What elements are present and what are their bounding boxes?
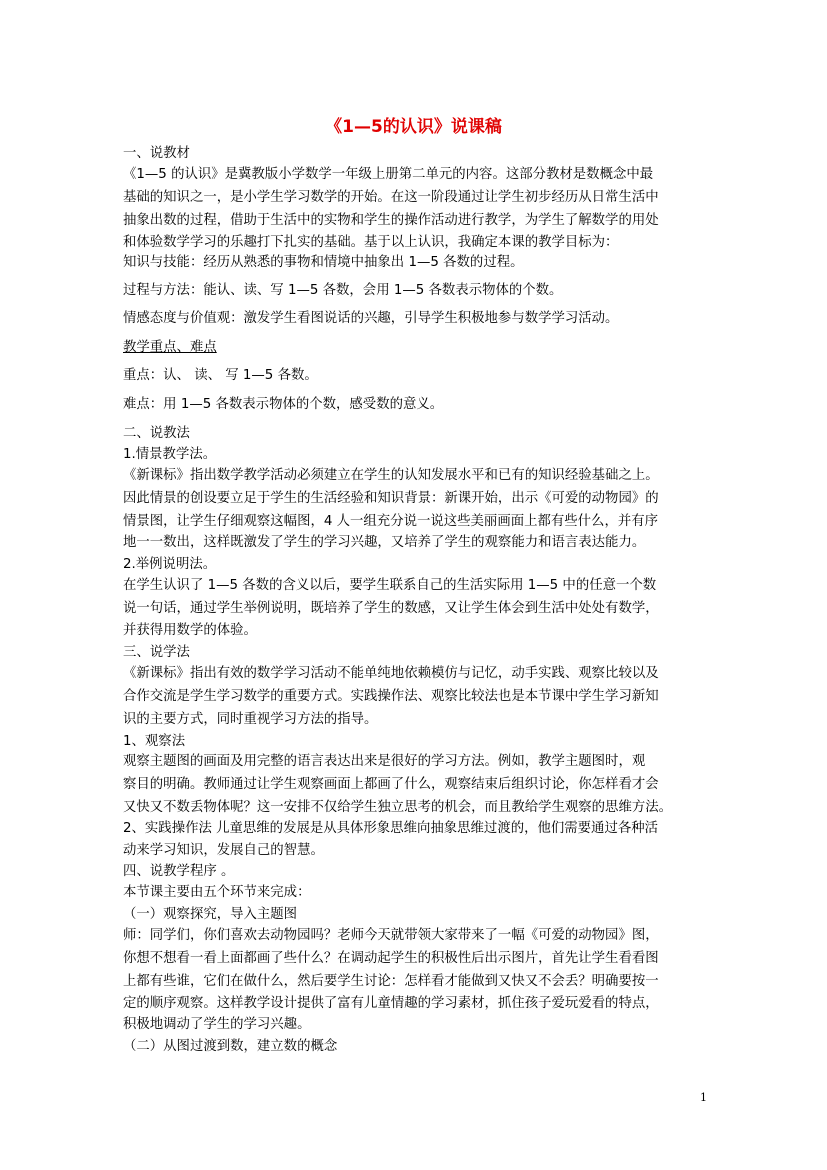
text-line: （一）观察探究，导入主题图 — [123, 907, 298, 922]
text-line: 和体验数学学习的乐趣打下扎实的基础。基于以上认识，我确定本课的教学目标为： — [123, 235, 619, 250]
text-line: 定的顺序观察。这样教学设计提供了富有儿童情趣的学习素材，抓住孩子爱玩爱看的特点， — [123, 996, 659, 1011]
text-line: 2、实践操作法 儿童思维的发展是从具体形象思维向抽象思维过渡的，他们需要通过各种活 — [123, 821, 659, 836]
text-line: 三、说学法 — [123, 645, 190, 660]
page-title: 《1—5的认识》说课稿 — [325, 117, 502, 137]
text-line: 察目的明确。教师通过让学生观察画面上都画了什么，观察结束后组织讨论，你怎样看才会 — [123, 777, 659, 792]
page-number: 1 — [700, 1091, 707, 1104]
text-line: 上都有些谁，它们在做什么，然后要学生讨论：怎样看才能做到又快又不会丢？明确要按一 — [123, 974, 659, 989]
text-line: 在学生认识了 1—5 各数的含义以后，要学生联系自己的生活实际用 1—5 中的任意一个数 — [123, 578, 657, 593]
text-line: 师：同学们，你们喜欢去动物园吗？老师今天就带领大家带来了一幅《可爱的动物园》图， — [123, 928, 659, 943]
text-line: 二、说教法 — [123, 426, 190, 441]
text-line: （二）从图过渡到数，建立数的概念 — [123, 1039, 338, 1054]
text-line: 合作交流是学生学习数学的重要方式。实践操作法、观察比较法也是本节课中学生学习新知 — [123, 689, 659, 704]
text-line: 1、观察法 — [123, 734, 186, 749]
text-line: 难点：用 1—5 各数表示物体的个数，感受数的意义。 — [123, 397, 444, 412]
text-line: 1.情景教学法。 — [123, 447, 217, 462]
text-line: 情景图，让学生仔细观察这幅图，4 人一组充分说一说这些美丽画面上都有些什么，并有序 — [123, 514, 659, 529]
text-line: 情感态度与价值观：激发学生看图说话的兴趣，引导学生积极地参与数学学习活动。 — [123, 311, 619, 326]
text-line: 基础的知识之一，是小学生学习数学的开始。在这一阶段通过让学生初步经历从日常生活中 — [123, 190, 659, 205]
text-line: 并获得用数学的体验。 — [123, 623, 257, 638]
text-line: 地一一数出，这样既激发了学生的学习兴趣，又培养了学生的观察能力和语言表达能力。 — [123, 535, 646, 550]
text-line: 观察主题图的画面及用完整的语言表达出来是很好的学习方法。例如，教学主题图时，观 — [123, 754, 646, 769]
text-line: 本节课主要由五个环节来完成： — [123, 885, 311, 900]
text-line: 重点：认、 读、 写 1—5 各数。 — [123, 368, 318, 383]
text-line: 《新课标》指出有效的数学学习活动不能单纯地依赖模仿与记忆，动手实践、观察比较以及 — [123, 666, 659, 681]
text-line: 因此情景的创设要立足于学生的生活经验和知识背景：新课开始，出示《可爱的动物园》的 — [123, 491, 659, 506]
text-line: 《1—5 的认识》是冀教版小学数学一年级上册第二单元的内容。这部分教材是数概念中最 — [123, 167, 654, 182]
text-line: 抽象出数的过程，借助于生活中的实物和学生的操作活动进行教学，为学生了解数学的用处 — [123, 213, 659, 228]
text-line: 过程与方法：能认、读、写 1—5 各数，会用 1—5 各数表示物体的个数。 — [123, 283, 563, 298]
text-line: 你想不想看一看上面都画了些什么？在调动起学生的积极性后出示图片，首先让学生看看图 — [123, 951, 659, 966]
text-line: 知识与技能：经历从熟悉的事物和情境中抽象出 1—5 各数的过程。 — [123, 255, 524, 270]
text-line: 《新课标》指出数学教学活动必须建立在学生的认知发展水平和已有的知识经验基础之上。 — [123, 468, 659, 483]
text-line: 一、说教材 — [123, 146, 190, 161]
text-line: 动来学习知识，发展自己的智慧。 — [123, 843, 324, 858]
section-heading: 教学重点、难点 — [123, 340, 217, 355]
text-line: 又快又不数丢物体呢？这一安排不仅给学生独立思考的机会，而且教给学生观察的思维方法。 — [123, 800, 673, 815]
text-line: 积极地调动了学生的学习兴趣。 — [123, 1017, 311, 1032]
text-line: 四、说教学程序 。 — [123, 864, 235, 879]
text-line: 2.举例说明法。 — [123, 557, 217, 572]
text-line: 识的主要方式，同时重视学习方法的指导。 — [123, 712, 378, 727]
text-line: 说一句话，通过学生举例说明，既培养了学生的数感，又让学生体会到生活中处处有数学， — [123, 601, 659, 616]
